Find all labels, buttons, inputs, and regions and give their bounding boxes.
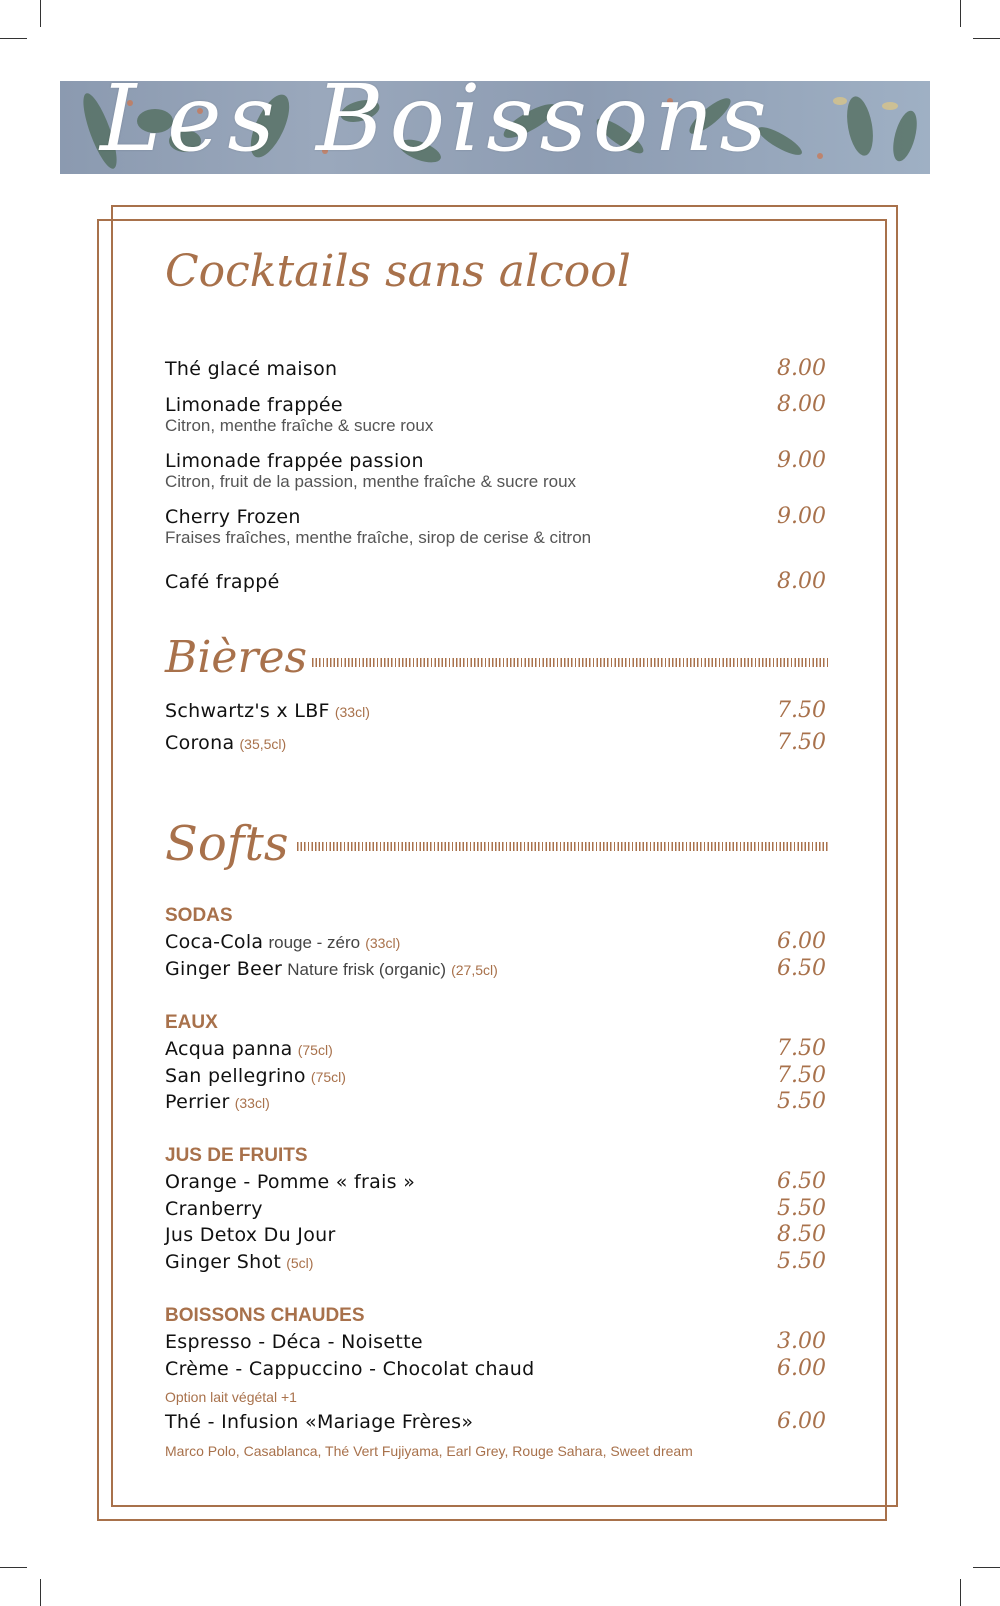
item-price: 3.00 — [777, 1329, 826, 1354]
item-price: 7.50 — [777, 1063, 826, 1088]
item-price: 7.50 — [777, 730, 826, 755]
section-title-softs: Softs — [165, 816, 289, 872]
menu-item — [165, 573, 280, 592]
item-price: 8.00 — [777, 392, 826, 417]
crop-mark — [960, 0, 961, 27]
menu-item — [165, 1093, 270, 1112]
menu-item — [165, 1173, 415, 1192]
crop-mark — [40, 0, 41, 27]
item-name: Thé glacé maison — [165, 358, 338, 380]
menu-item — [165, 933, 400, 952]
item-price: 6.00 — [777, 1356, 826, 1381]
menu-item — [165, 734, 286, 753]
item-volume: (75cl) — [297, 1042, 333, 1058]
item-price: 8.50 — [777, 1222, 826, 1247]
item-name: Orange - Pomme « frais » — [165, 1171, 416, 1193]
item-name: Crème - Cappuccino - Chocolat chaud — [165, 1358, 535, 1380]
crop-mark — [960, 1579, 961, 1606]
item-name: Cherry Frozen — [165, 506, 301, 528]
item-name: Cranberry — [165, 1198, 263, 1220]
item-name: Corona — [165, 732, 235, 754]
item-price: 7.50 — [777, 698, 826, 723]
item-price: 5.50 — [777, 1089, 826, 1114]
item-volume: (33cl) — [334, 704, 370, 720]
crop-mark — [40, 1579, 41, 1606]
menu-item — [165, 508, 301, 527]
item-name: Limonade frappée passion — [165, 450, 424, 472]
crop-mark — [0, 1567, 27, 1568]
header-banner — [60, 81, 930, 174]
menu-item — [165, 1360, 534, 1379]
crop-mark — [973, 38, 1000, 39]
category-sodas: SODAS — [165, 905, 233, 926]
menu-item — [165, 1200, 263, 1219]
item-price: 9.00 — [777, 448, 826, 473]
option-note: Option lait végétal +1 — [165, 1389, 297, 1405]
item-price: 6.00 — [777, 1409, 826, 1434]
menu-item — [165, 1253, 313, 1272]
item-name: Schwartz's x LBF — [165, 700, 330, 722]
item-volume: (33cl) — [234, 1095, 270, 1111]
item-price: 6.00 — [777, 929, 826, 954]
crop-mark — [0, 38, 27, 39]
item-price: 5.50 — [777, 1196, 826, 1221]
item-price: 6.50 — [777, 956, 826, 981]
item-name: Café frappé — [165, 571, 280, 593]
menu-item — [165, 396, 343, 415]
category-eaux: EAUX — [165, 1012, 218, 1033]
item-price: 5.50 — [777, 1249, 826, 1274]
item-price: 8.00 — [777, 569, 826, 594]
menu-item — [165, 1226, 336, 1245]
item-name: Ginger Shot — [165, 1251, 282, 1273]
menu-item — [165, 452, 424, 471]
crop-mark — [973, 1567, 1000, 1568]
menu-item-description: Fraises fraîches, menthe fraîche, sirop de cerise & citron — [165, 528, 592, 547]
category-boissons-chaudes: BOISSONS CHAUDES — [165, 1305, 365, 1326]
item-name: Ginger Beer — [165, 958, 283, 980]
section-title-cocktails: Cocktails sans alcool — [165, 246, 631, 297]
menu-item — [165, 1040, 333, 1059]
item-volume: (35,5cl) — [239, 736, 287, 752]
menu-item-description: Citron, menthe fraîche & sucre roux — [165, 416, 434, 435]
item-volume: (33cl) — [365, 935, 401, 951]
item-name: Coca-Cola — [165, 931, 264, 953]
item-volume: (5cl) — [286, 1255, 314, 1271]
menu-item — [165, 1413, 473, 1432]
item-volume: (27,5cl) — [451, 962, 498, 978]
menu-item — [165, 360, 337, 379]
page-title: Les Boissons — [100, 81, 773, 172]
category-jus: JUS DE FRUITS — [165, 1145, 308, 1166]
item-variant: rouge - zéro — [268, 933, 361, 952]
tea-varieties-note: Marco Polo, Casablanca, Thé Vert Fujiyama, Earl Grey, Rouge Sahara, Sweet dream — [165, 1443, 693, 1459]
section-divider — [312, 658, 830, 667]
item-name: Limonade frappée — [165, 394, 343, 416]
item-name: Thé - Infusion «Mariage Frères» — [165, 1411, 474, 1433]
item-price: 8.00 — [777, 356, 826, 381]
menu-item — [165, 960, 498, 979]
item-price: 7.50 — [777, 1036, 826, 1061]
menu-item — [165, 702, 370, 721]
menu-item-description: Citron, fruit de la passion, menthe fraîche & sucre roux — [165, 472, 577, 491]
menu-item — [165, 1067, 346, 1086]
section-title-bieres: Bières — [165, 632, 308, 683]
item-price: 9.00 — [777, 504, 826, 529]
item-name: Espresso - Déca - Noisette — [165, 1331, 423, 1353]
section-divider — [297, 842, 830, 851]
item-name: Acqua panna — [165, 1038, 293, 1060]
item-price: 6.50 — [777, 1169, 826, 1194]
item-variant: Nature frisk (organic) — [287, 960, 446, 979]
item-volume: (75cl) — [310, 1069, 346, 1085]
item-name: Perrier — [165, 1091, 230, 1113]
item-name: San pellegrino — [165, 1065, 306, 1087]
menu-item — [165, 1333, 423, 1352]
item-name: Jus Detox Du Jour — [165, 1224, 336, 1246]
